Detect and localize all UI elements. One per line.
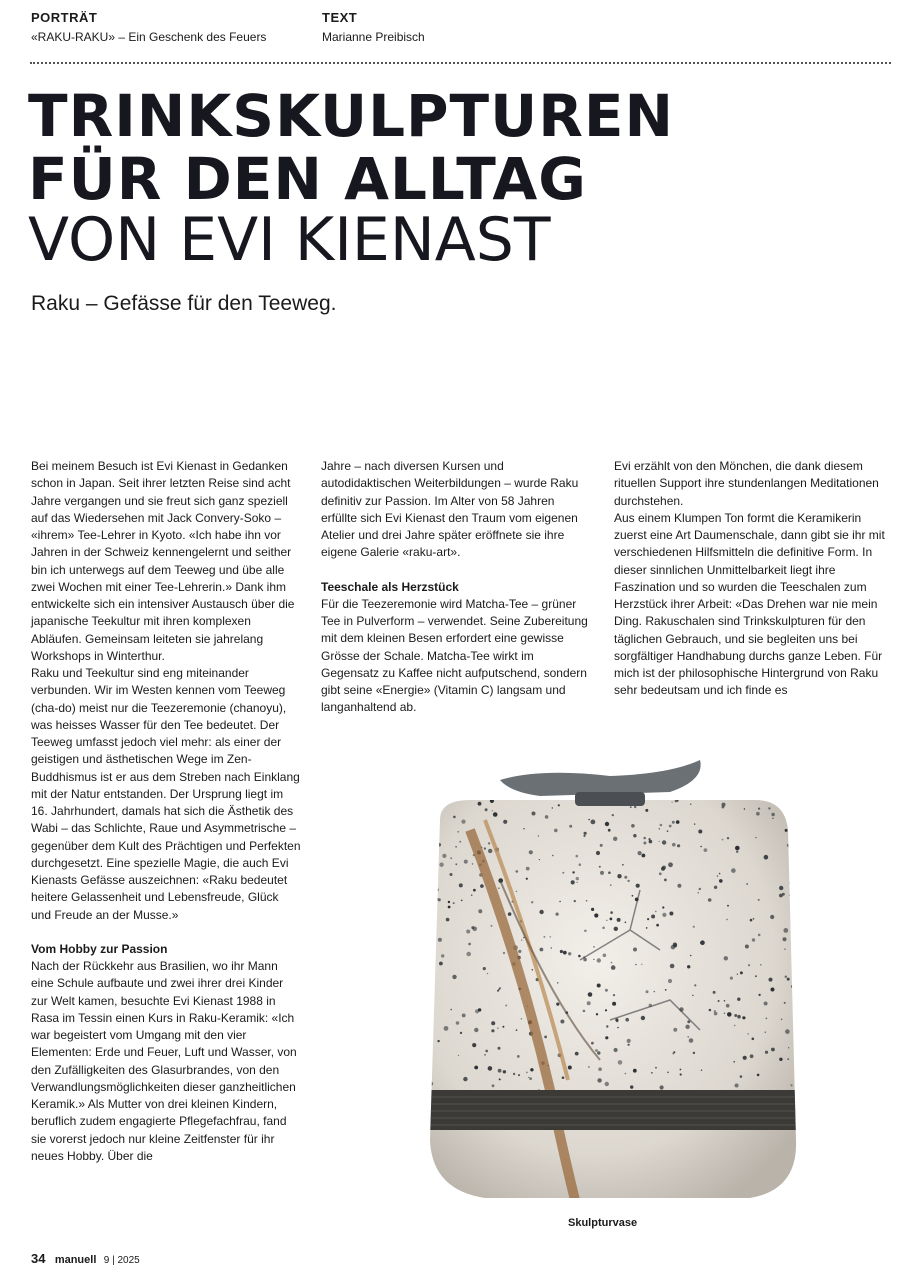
magazine-brand: manuell bbox=[54, 1254, 97, 1266]
vase-lid bbox=[500, 760, 701, 796]
paragraph: Für die Teezeremonie wird Matcha-Tee – grüner Tee in Pulverform – verwendet. Seine Zubereitung mit dem kleinen Besen erfordert eine gewisse Grösse der Schale. Matcha-Tee wirkt im Gegensatz zu Kaffee nicht aufputschend, sondern gibt seine «Energie» (Vitamin C) langsam und langanhaltend ab. bbox=[321, 596, 588, 715]
headline-line-3: VON EVI KIENAST bbox=[28, 205, 551, 275]
text-column-1 bbox=[31, 458, 301, 1165]
paragraph: Aus einem Klumpen Ton formt die Keramikerin zuerst eine Art Daumenschale, dann gibt sie ihr mit verschiedenen Hilfsmitteln die definitive Form. In dieser sinnlichen Unmittelbarkeit liegt ihre Faszination und so wurden die Teeschalen zum Herzstück ihrer Arbeit: «Das Drehen war nie mein Ding. Rakuschalen sind Trinkskulpturen für den täglichen Gebrauch, und sie begleiten uns bei sorgfältiger Handhabung durchs ganze Leben. Für mich ist der philosophische Hintergrund von Raku sehr bedeutsam und ich finde es bbox=[614, 510, 885, 698]
paragraph: Bei meinem Besuch ist Evi Kienast in Gedanken schon in Japan. Seit ihrer letzten Reise sind acht Jahre vergangen und sie freut sich ganz speziell auf das Wiedersehen mit Jack Convery-Soko – «ihrem» Tee-Lehrer in Kyoto. «Ich habe ihn vor Jahren in der Schweiz kennengelernt und seither bin ich unterwegs auf dem Teeweg und übe alle zwei Wochen mit einer Tee-Lehrerin.» Dank ihm entwickelte sich ein intensiver Austausch über die japanische Teekultur mit ihren komplexen Abläufen. Gemeinsam leiteten sie jahrelang Workshops in Winterthur. bbox=[31, 459, 295, 663]
text-column-3 bbox=[614, 458, 894, 700]
paragraph: Nach der Rückkehr aus Brasilien, wo ihr Mann eine Schule aufbaute und zwei ihrer drei Kinder zur Welt kamen, besuchte Evi Kienast 1988 in Rasa im Tessin einen Kurs in Raku-Keramik: «Ich war begeistert vom Umgang mit den vier Elementen: Erde und Feuer, Luft und Wasser, von den Zufälligkeiten des Glasurbrandes, von den Verwandlungsmöglichkeiten dieser ganzheitlichen Keramik.» Als Mutter von drei kleinen Kindern, beruflich zudem engagierte Pflegefachfrau, fand sie vorerst jedoch nur kleine Zeitfenster für ihr neues Hobby. Über die bbox=[31, 959, 297, 1163]
page-footer bbox=[31, 1251, 140, 1266]
section-title: «RAKU-RAKU» – Ein Geschenk des Feuers bbox=[31, 30, 267, 44]
paragraph: Evi erzählt von den Mönchen, die dank diesem rituellen Support ihre stundenlangen Meditationen durchstehen. bbox=[614, 459, 879, 508]
subheading: Vom Hobby zur Passion bbox=[31, 941, 168, 956]
author-name: Marianne Preibisch bbox=[322, 30, 425, 44]
headline-line-2: FÜR DEN ALLTAG bbox=[28, 145, 587, 213]
image-caption: Skulpturvase bbox=[568, 1217, 638, 1229]
subtitle: Raku – Gefässe für den Teeweg. bbox=[31, 292, 337, 315]
section-label: PORTRÄT bbox=[31, 10, 98, 25]
header-divider bbox=[30, 62, 891, 64]
paragraph: Jahre – nach diversen Kursen und autodidaktischen Weiterbildungen – wurde Raku definitiv zur Passion. Im Alter von 58 Jahren erfüllte sich Evi Kienast den Traum vom eigenen Atelier und drei Jahre später eröffnete sie ihre eigene Galerie «raku-art». bbox=[321, 459, 579, 560]
issue-number: 9 | 2025 bbox=[103, 1255, 140, 1266]
text-column-2 bbox=[321, 458, 589, 717]
vase-photo bbox=[400, 760, 830, 1220]
author-label: TEXT bbox=[322, 10, 358, 25]
subheading: Teeschale als Herzstück bbox=[321, 579, 459, 594]
page-number: 34 bbox=[31, 1251, 46, 1266]
headline-line-1: TRINKSKULPTUREN bbox=[28, 82, 675, 150]
paragraph: Raku und Teekultur sind eng miteinander verbunden. Wir im Westen kennen vom Teeweg (cha-do) meist nur die Teezeremonie (chanoyu), was heisses Wasser für den Tee bedeutet. Der Teeweg umfasst jedoch viel mehr: als einer der geistigen und ästhetischen Wege im Zen-Buddhismus ist er aus dem Streben nach Einklang mit der Natur entstanden. Der Ursprung liegt im 16. Jahrhundert, damals hat sich die Ästhetik des Wabi – das Schlichte, Raue und Asymmetrische – gegenüber dem Kult des Prächtigen und Perfekten durchgesetzt. Eine spezielle Magie, die auch Evi Kienasts Gefässe auszeichnen: «Raku bedeutet heitere Gelassenheit und Lebensfreude, Glück und Freude an der Musse.» bbox=[31, 666, 301, 922]
